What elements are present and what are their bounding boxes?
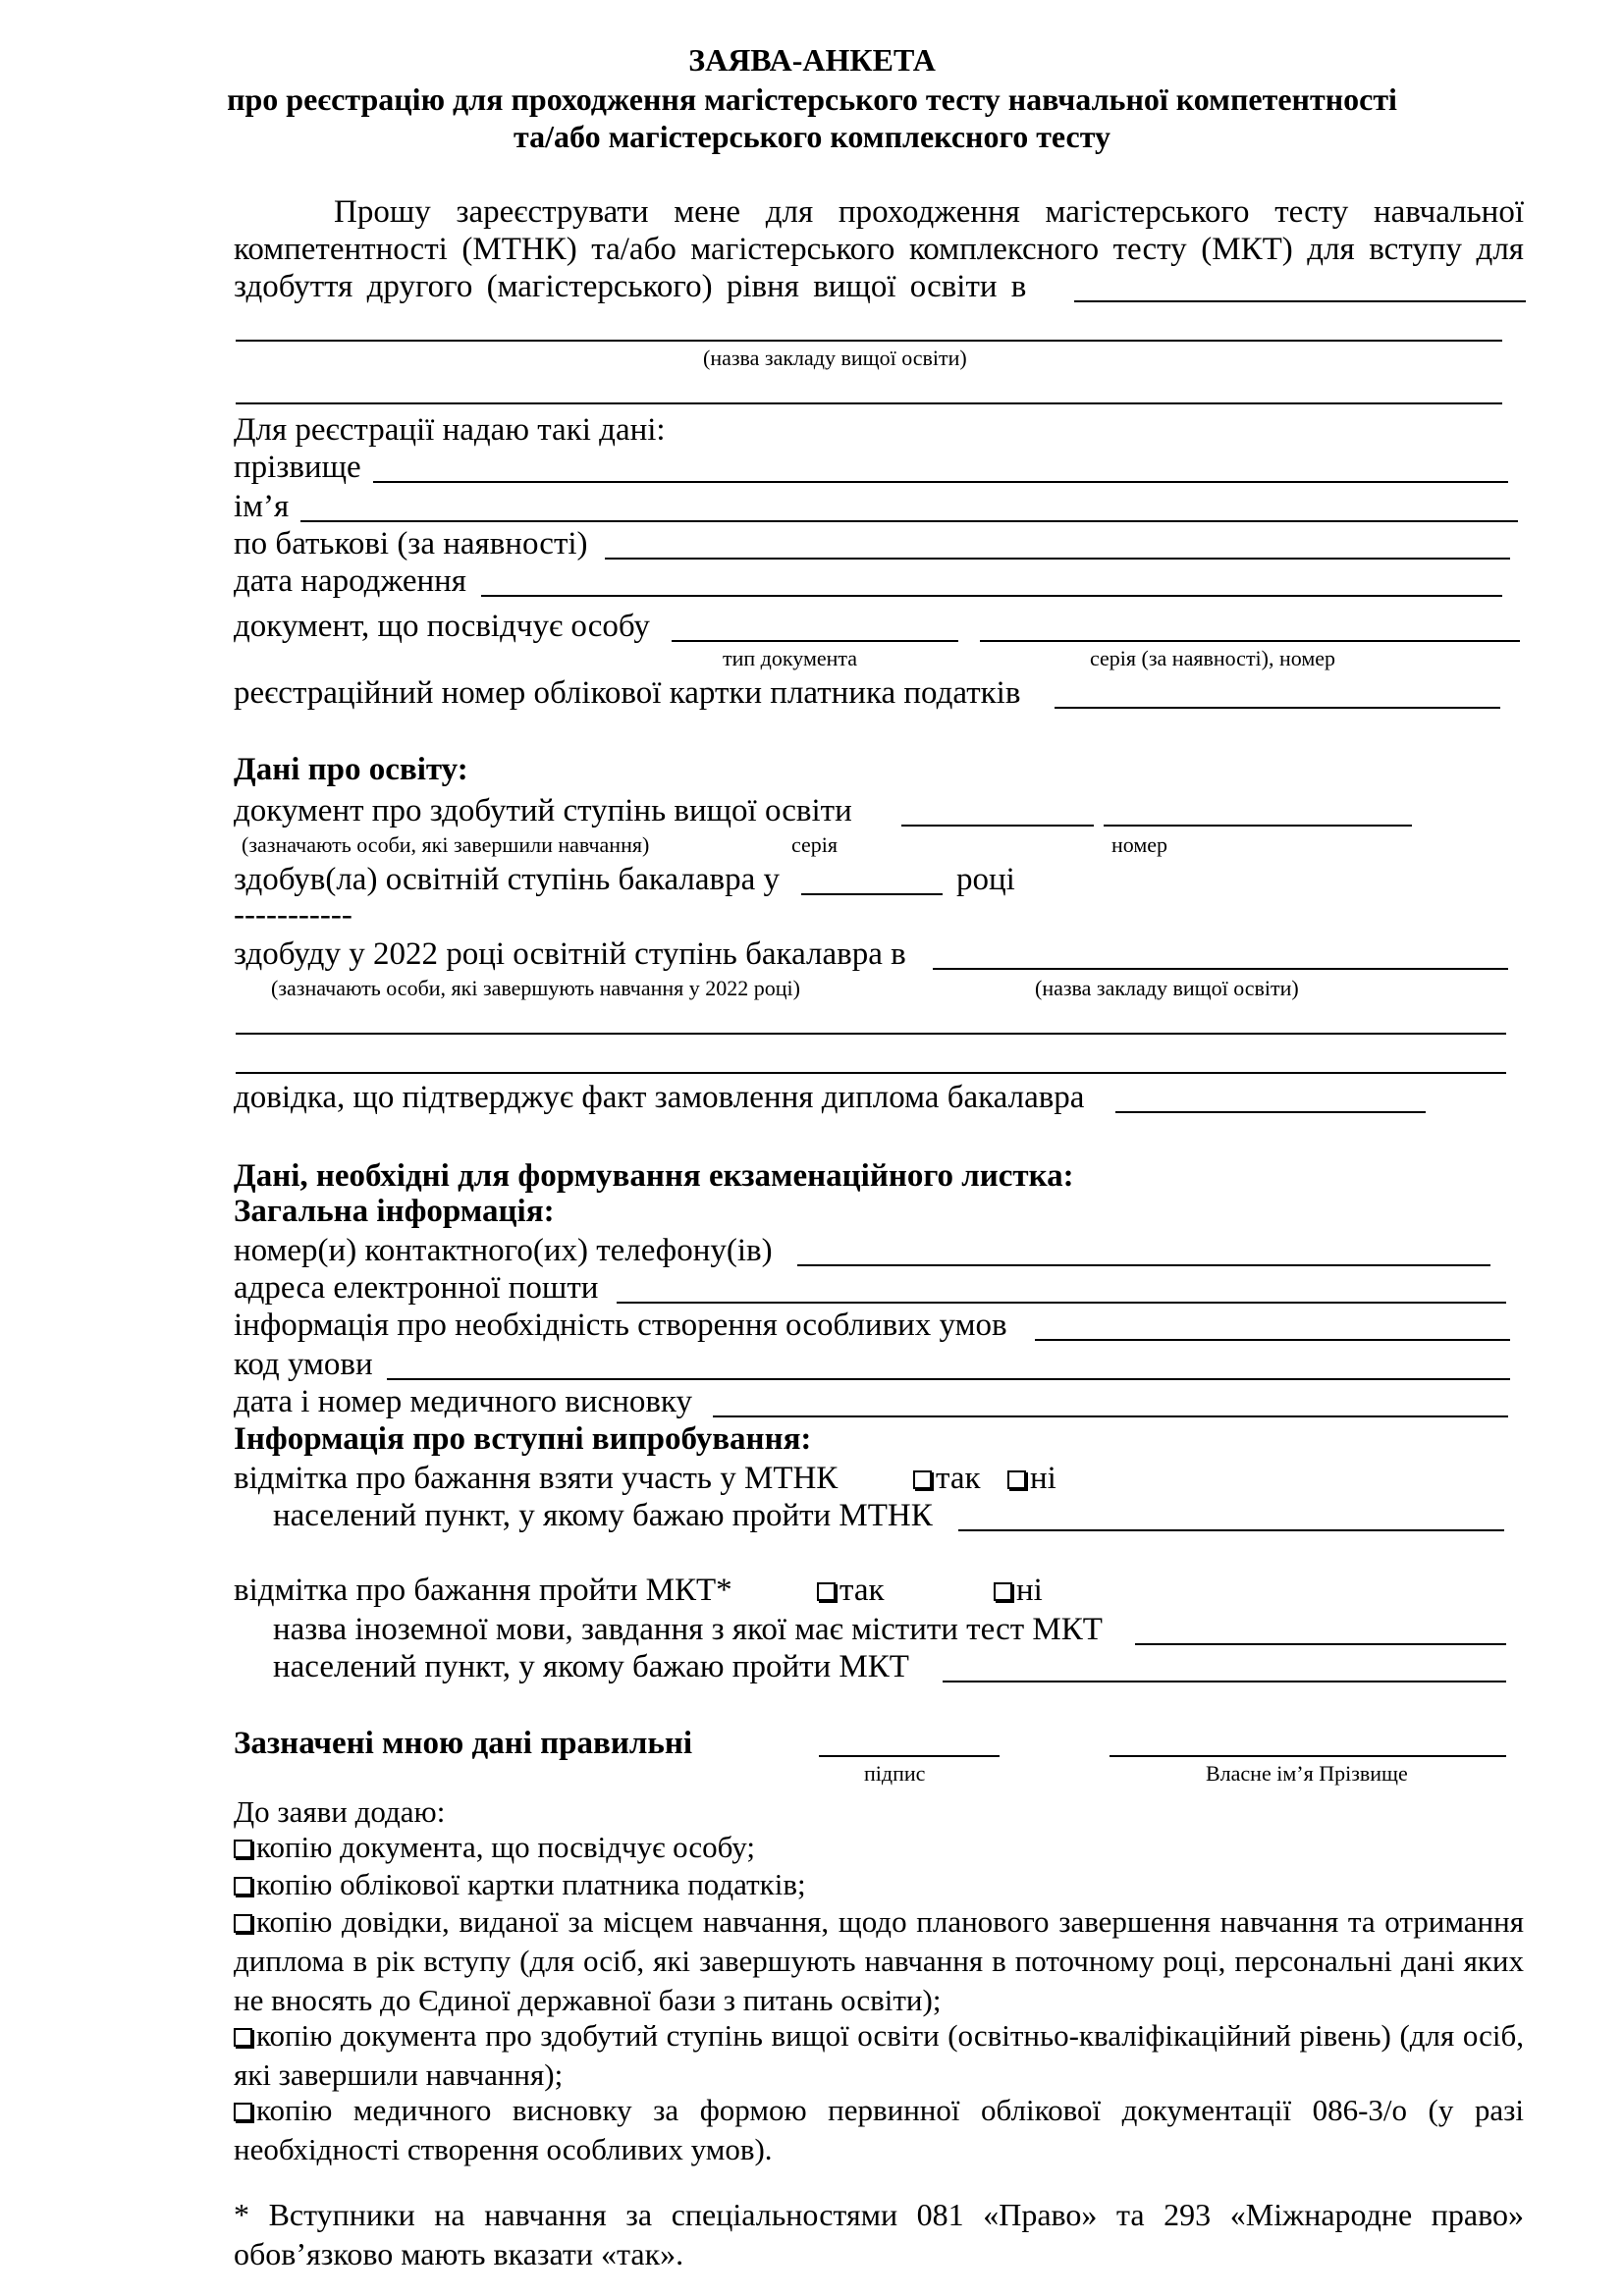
signature-caption: підпис: [864, 1761, 926, 1786]
attachment-item-1-text: копію документа, що посвідчує особу;: [256, 1830, 755, 1864]
degree-doc-note: (зазначають особи, які завершили навчання): [242, 832, 650, 857]
tax-number-field[interactable]: [1055, 707, 1500, 709]
birth-date-label: дата народження: [234, 563, 466, 599]
degree-number-field[interactable]: [1104, 825, 1412, 827]
form-title: ЗАЯВА-АНКЕТА: [688, 42, 936, 78]
checkbox-icon[interactable]: [234, 2028, 252, 2047]
exam-heading: Дані, необхідні для формування екзаменаційного листка:: [234, 1158, 1074, 1194]
checkbox-icon[interactable]: [234, 1914, 252, 1933]
mkt-yes-label: так: [839, 1573, 885, 1608]
institution-field-b[interactable]: [236, 340, 1502, 342]
id-document-label: документ, що посвідчує особу: [234, 609, 650, 644]
medical-conclusion-field[interactable]: [713, 1415, 1508, 1417]
signature-field[interactable]: [819, 1755, 1000, 1757]
attachment-item-3: [234, 1902, 1524, 2020]
special-conditions-label: інформація про необхідність створення особливих умов: [234, 1308, 1007, 1343]
mkt-city-field[interactable]: [943, 1681, 1506, 1682]
institution-caption-2: (назва закладу вищої освіти): [1035, 976, 1299, 1000]
mtnk-city-label: населений пункт, у якому бажаю пройти МТНК: [273, 1498, 933, 1533]
bachelor-year-label: здобув(ла) освітній ступінь бакалавра у: [234, 862, 780, 897]
footnote: * Вступники на навчання за спеціальностями 081 «Право» та 293 «Міжнародне право» обов’язково мають вказати «так».: [234, 2197, 1524, 2271]
mkt-language-label: назва іноземної мови, завдання з якої має містити тест МКТ: [273, 1612, 1103, 1647]
form-subtitle-line2: та/або магістерського комплексного тесту: [514, 119, 1110, 154]
bachelor-2022-field[interactable]: [933, 968, 1508, 970]
bachelor-2022-label: здобуду у 2022 році освітній ступінь бакалавра в: [234, 936, 906, 972]
checkbox-icon[interactable]: [913, 1470, 932, 1489]
attachment-item-1: [234, 1828, 1524, 1867]
full-name-caption: Власне ім’я Прізвище: [1206, 1761, 1408, 1786]
registration-heading: Для реєстрації надаю такі дані:: [234, 412, 666, 448]
mkt-wish-label: відмітка про бажання пройти МКТ*: [234, 1573, 732, 1608]
series-caption: серія: [791, 832, 839, 857]
tax-number-label: реєстраційний номер облікової картки платника податків: [234, 675, 1021, 711]
form-subtitle-line1: про реєстрацію для проходження магістерського тесту навчальної компетентності: [227, 81, 1397, 117]
condition-code-label: код умови: [234, 1347, 373, 1382]
doc-type-field[interactable]: [672, 640, 958, 642]
checkbox-icon[interactable]: [234, 2103, 252, 2121]
number-caption: номер: [1111, 832, 1168, 857]
mkt-no-option[interactable]: [994, 1571, 1043, 1610]
mtnk-yes-label: так: [936, 1461, 981, 1496]
attachments-heading: До заяви додаю:: [234, 1794, 446, 1829]
institution-field-c[interactable]: [236, 402, 1502, 404]
full-name-field[interactable]: [1110, 1755, 1506, 1757]
checkbox-icon[interactable]: [234, 1877, 252, 1896]
name-field[interactable]: [300, 520, 1518, 522]
attachment-item-5-text: копію медичного висновку за формою первинної облікової документації 086-3/о (у разі необхідності створення особливих умов).: [234, 2093, 1524, 2166]
diploma-order-label: довідка, що підтверджує факт замовлення диплома бакалавра: [234, 1080, 1085, 1115]
bachelor-year-suffix: році: [956, 862, 1015, 897]
intro-line2: компетентності (МТНК) та/або магістерського комплексного тесту (МКТ) для вступу для: [234, 232, 1524, 267]
phone-field[interactable]: [797, 1264, 1490, 1266]
birth-date-field[interactable]: [481, 595, 1502, 597]
bachelor-2022-note: (зазначають особи, які завершують навчання у 2022 році): [271, 976, 800, 1000]
mkt-yes-option[interactable]: [817, 1571, 885, 1610]
special-conditions-field[interactable]: [1035, 1339, 1510, 1341]
name-label: ім’я: [234, 489, 290, 524]
mtnk-no-label: ні: [1030, 1461, 1056, 1496]
attachment-item-4-text: копію документа про здобутий ступінь вищої освіти (освітньо-кваліфікаційний рівень) (для осіб, які завершили навчання);: [234, 2018, 1524, 2092]
tests-heading: Інформація про вступні випробування:: [234, 1421, 812, 1457]
doc-type-caption: тип документа: [723, 646, 858, 670]
intro-line1: Прошу зареєструвати мене для проходження магістерського тесту навчальної: [334, 194, 1524, 230]
patronymic-label: по батькові (за наявності): [234, 526, 588, 561]
checkbox-icon[interactable]: [994, 1582, 1012, 1601]
separator: -----------: [234, 897, 352, 933]
bachelor-2022-field-b[interactable]: [236, 1033, 1506, 1035]
intro-line3: здобуття другого (магістерського) рівня вищої освіти в: [234, 269, 1027, 304]
degree-series-field[interactable]: [901, 825, 1094, 827]
doc-number-caption: серія (за наявності), номер: [1090, 646, 1336, 670]
phone-label: номер(и) контактного(их) телефону(ів): [234, 1233, 773, 1268]
education-heading: Дані про освіту:: [234, 752, 468, 787]
diploma-order-field[interactable]: [1115, 1111, 1426, 1113]
attachment-item-4: [234, 2016, 1524, 2095]
degree-doc-label: документ про здобутий ступінь вищої освіти: [234, 793, 852, 828]
surname-field[interactable]: [373, 481, 1508, 483]
mtnk-wish-label: відмітка про бажання взяти участь у МТНК: [234, 1461, 839, 1496]
institution-field-a[interactable]: [1074, 300, 1526, 302]
attachment-item-3-text: копію довідки, виданої за місцем навчання, щодо планового завершення навчання та отримання диплома в рік вступу (для осіб, які завершують навчання в поточному році, персональні дані яких не вносять до Єдиної державної бази з питань освіти);: [234, 1904, 1524, 2017]
surname-label: прізвище: [234, 450, 361, 485]
bachelor-2022-field-c[interactable]: [236, 1072, 1506, 1074]
checkbox-icon[interactable]: [234, 1840, 252, 1858]
mkt-language-field[interactable]: [1135, 1643, 1506, 1645]
medical-conclusion-label: дата і номер медичного висновку: [234, 1384, 692, 1419]
attachment-item-2: [234, 1865, 1524, 1904]
condition-code-field[interactable]: [387, 1378, 1510, 1380]
checkbox-icon[interactable]: [1007, 1470, 1026, 1489]
mkt-city-label: населений пункт, у якому бажаю пройти МКТ: [273, 1649, 909, 1684]
patronymic-field[interactable]: [605, 558, 1510, 560]
mkt-no-label: ні: [1016, 1573, 1043, 1608]
email-field[interactable]: [617, 1302, 1506, 1304]
mtnk-yes-option[interactable]: [913, 1459, 981, 1498]
email-label: адреса електронної пошти: [234, 1270, 599, 1306]
institution-caption: (назва закладу вищої освіти): [703, 346, 967, 370]
attachment-item-2-text: копію облікової картки платника податків;: [256, 1867, 806, 1901]
bachelor-year-field[interactable]: [801, 893, 943, 895]
general-info-heading: Загальна інформація:: [234, 1194, 555, 1229]
checkbox-icon[interactable]: [817, 1582, 836, 1601]
mtnk-city-field[interactable]: [958, 1529, 1504, 1531]
doc-number-field[interactable]: [980, 640, 1520, 642]
attachment-item-5: [234, 2091, 1524, 2169]
mtnk-no-option[interactable]: [1007, 1459, 1056, 1498]
data-correct-statement: Зазначені мною дані правильні: [234, 1726, 692, 1761]
